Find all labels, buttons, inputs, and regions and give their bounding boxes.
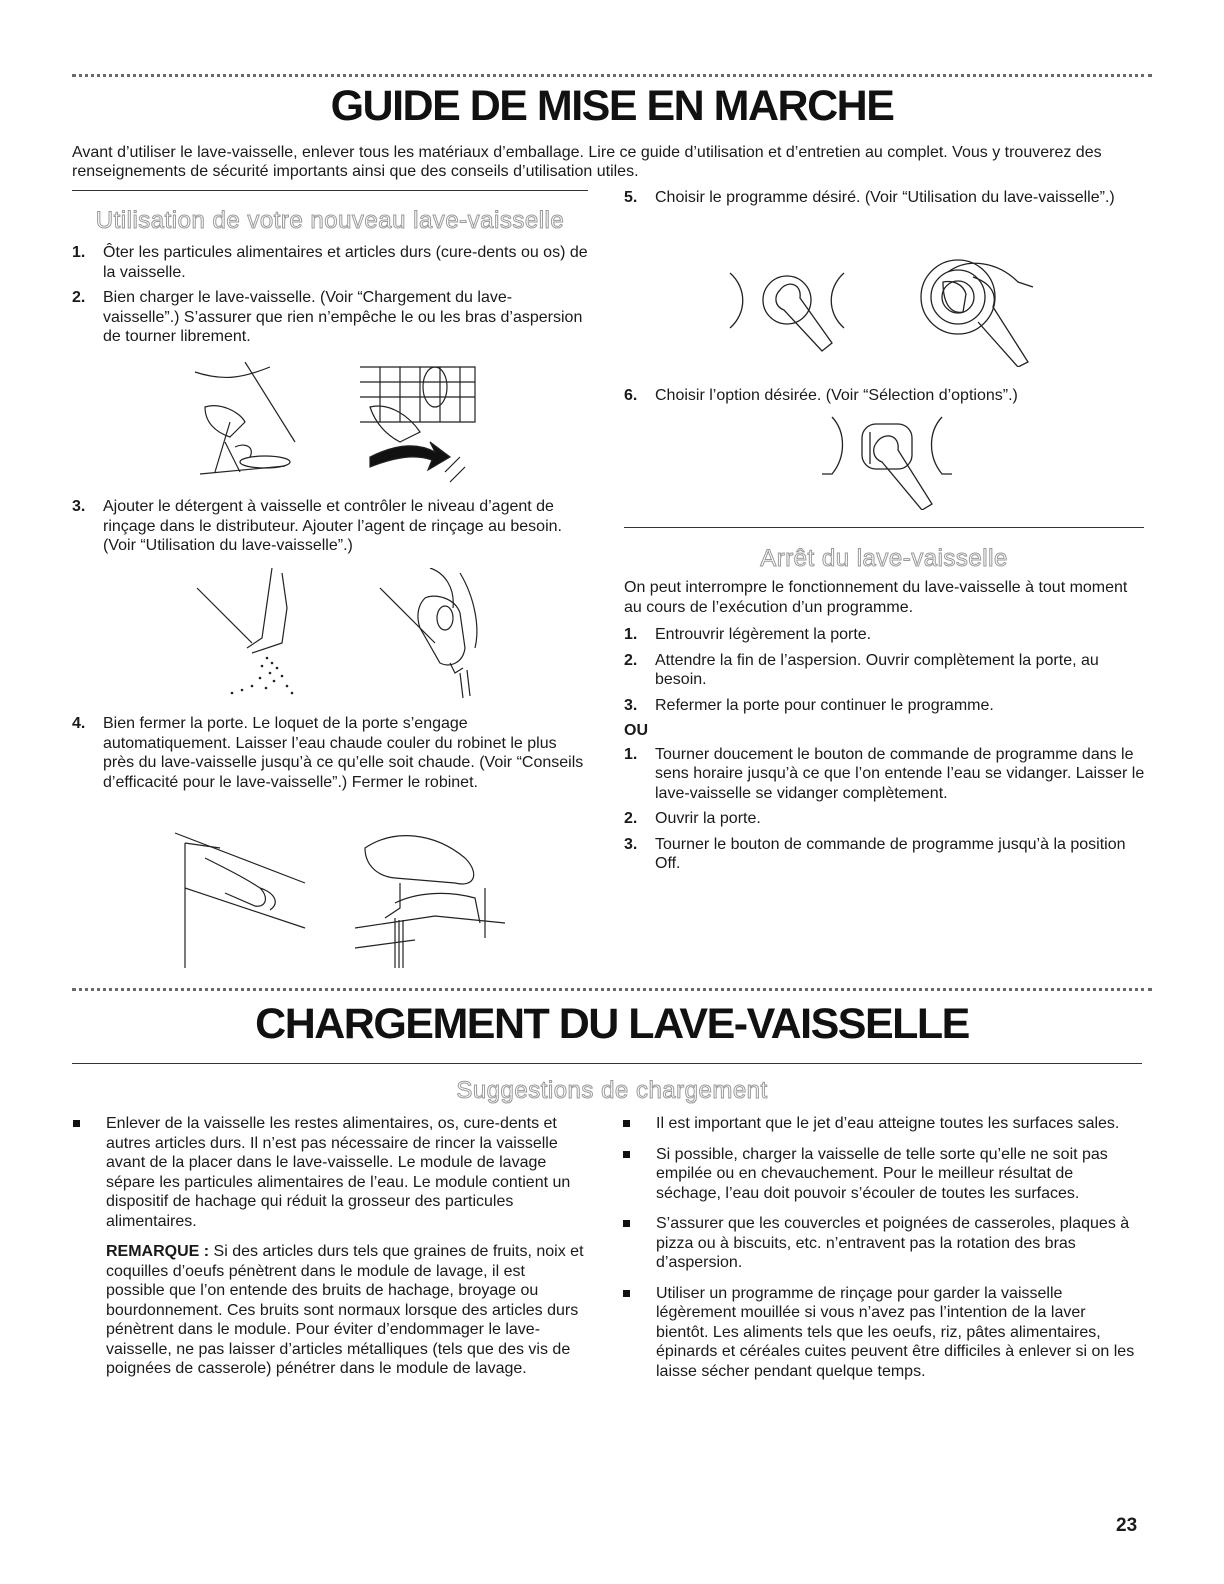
loading-note <box>106 1242 587 1379</box>
arret-step-b2 <box>624 809 1149 829</box>
step-4 <box>72 714 588 792</box>
loading-bullet <box>622 1284 1142 1382</box>
arret-content <box>624 578 1149 880</box>
loading-bullet <box>72 1114 587 1231</box>
step-text: Attendre la fin de l’aspersion. Ouvrir complètement la porte, au besoin. <box>655 651 1099 688</box>
top-dotted-rule <box>72 74 1152 77</box>
illustration-run-faucet <box>355 828 505 968</box>
section-heading-utilisation: Utilisation de votre nouveau lave-vaisselle <box>95 207 565 234</box>
loading-bullet <box>622 1114 1142 1134</box>
illustration-load-rack <box>350 362 480 487</box>
arret-step-b3 <box>624 835 1149 874</box>
bullet-text: Il est important que le jet d’eau atteigne toutes les surfaces sales. <box>656 1115 1120 1132</box>
step-number: 4. <box>72 715 86 732</box>
step-text: Entrouvrir légèrement la porte. <box>655 626 872 643</box>
bullet-text: S’assurer que les couvercles et poignées de casseroles, plaques à pizza ou à biscuits, etc. n’entravent pas la rotation des bras d’aspersion. <box>656 1215 1130 1271</box>
step-number: 2. <box>624 651 638 669</box>
illustration-close-door <box>165 828 310 968</box>
or-label: OU <box>624 722 648 739</box>
step-number: 1. <box>72 244 86 261</box>
step-number: 3. <box>624 696 638 714</box>
page-number: 23 <box>1116 1515 1138 1536</box>
bullet-text: Enlever de la vaisselle les restes alimentaires, os, cure-dents et autres articles durs. Il n’est pas nécessaire de rincer la vaisselle avant de la placer dans le lave-vaisselle. Le module de lavage sépare les particules alimentaires de l’eau. Le module contient un dispositif de hachage qui réduit la grosseur des particules alimentaires. <box>106 1115 571 1230</box>
step-2 <box>72 288 588 347</box>
right-step-6 <box>624 386 1124 412</box>
step-6 <box>624 386 1124 406</box>
loading-bullet <box>622 1145 1142 1204</box>
step-text: Choisir l’option désirée. (Voir “Sélection d’options”.) <box>655 387 1018 404</box>
step-text: Ajouter le détergent à vaisselle et contrôler le niveau d’agent de rinçage dans le distributeur. Ajouter l’agent de rinçage au besoin. (Voir “Utilisation du lave-vaisselle”.) <box>103 498 562 554</box>
bullet-text: Utiliser un programme de rinçage pour garder la vaisselle légèrement mouillée si vous n’avez pas l’intention de la laver bientôt. Les aliments tels que les oeufs, riz, pâtes alimentaires, épinards et céréales cuites peuvent être difficiles à enlever si on les laisse sécher pendant quelque temps. <box>656 1284 1135 1380</box>
step-text: Ouvrir la porte. <box>655 810 761 827</box>
step-number: 5. <box>624 189 638 206</box>
step-number: 1. <box>624 626 638 643</box>
bullet-square-icon <box>623 1290 630 1297</box>
note-text: Si des articles durs tels que graines de fruits, noix et coquilles d’oeufs pénètrent dans le module de lavage, il est possible que l’on entende des bruits de hachage, broyage ou bourdonnement. Ces bruits sont normaux lorsque des articles durs pénètrent dans le module. Pour éviter d’endommager le lave-vaisselle, ne pas laisser d’articles métalliques (tels que des vis de poignées de casserole) pénétrer dans le module de lavage. <box>106 1243 584 1377</box>
arret-step-b1 <box>624 745 1149 804</box>
arret-step-a1 <box>624 625 1149 645</box>
bullet-square-icon <box>623 1220 630 1227</box>
loading-left-column <box>72 1114 587 1379</box>
section-heading-suggestions: Suggestions de chargement <box>456 1077 768 1104</box>
step-text: Ôter les particules alimentaires et articles durs (cure-dents ou os) de la vaisselle. <box>103 244 588 281</box>
step-number: 6. <box>624 387 638 404</box>
step-number: 2. <box>72 289 86 306</box>
illustration-scrape-dishes <box>185 362 305 477</box>
bullet-square-icon <box>623 1120 630 1127</box>
bullet-square-icon <box>73 1120 80 1127</box>
step-5 <box>624 188 1124 208</box>
illustration-turn-knob <box>918 252 1043 367</box>
step-text: Bien charger le lave-vaisselle. (Voir “Chargement du lave-vaisselle”.) S’assurer que rien n’empêche le ou les bras d’aspersion de tourner librement. <box>103 289 583 345</box>
loading-right-column <box>622 1114 1142 1392</box>
arret-step-a3 <box>624 696 1149 716</box>
loading-bullet <box>622 1214 1142 1273</box>
step-text: Tourner le bouton de commande de programme jusqu’à la position Off. <box>655 835 1126 872</box>
intro-paragraph: Avant d’utiliser le lave-vaisselle, enlever tous les matériaux d’emballage. Lire ce guide d’utilisation et d’entretien au complet. Vous y trouverez des renseignements de sécurité importants ainsi que des conseils d’utilisation utiles. <box>72 144 1102 180</box>
step-3 <box>72 497 588 556</box>
illustration-rinse-agent <box>375 568 495 703</box>
left-step-4 <box>72 714 588 798</box>
illustration-press-option-button <box>812 412 962 510</box>
left-steps-1-2 <box>72 243 588 353</box>
right-section-rule <box>624 527 1144 528</box>
step-text: Bien fermer la porte. Le loquet de la porte s’engage automatiquement. Laisser l’eau chaude couler du robinet le plus près du lave-vaisselle jusqu’à ce qu’elle soit chaude. (Voir “Conseils d’efficacité pour le lave-vaisselle”.) Fermer le robinet. <box>103 715 584 791</box>
arret-step-a2 <box>624 651 1149 690</box>
arret-intro: On peut interrompre le fonctionnement du lave-vaisselle à tout moment au cours de l’exécution d’un programme. <box>624 579 1128 616</box>
step-text: Choisir le programme désiré. (Voir “Utilisation du lave-vaisselle”.) <box>655 189 1115 206</box>
bullet-square-icon <box>623 1151 630 1158</box>
step-number: 3. <box>624 835 638 853</box>
illustration-add-detergent <box>192 568 312 698</box>
step-number: 2. <box>624 810 638 827</box>
page-title: GUIDE DE MISE EN MARCHE <box>330 82 894 130</box>
middle-dotted-rule <box>72 988 1152 991</box>
step-number: 1. <box>624 745 638 763</box>
illustration-press-cycle-button <box>712 268 862 353</box>
step-number: 3. <box>72 498 86 515</box>
loading-rule <box>72 1063 1142 1064</box>
note-label: REMARQUE : <box>106 1243 210 1260</box>
left-section-rule <box>72 190 588 191</box>
bullet-text: Si possible, charger la vaisselle de telle sorte qu’elle ne soit pas empilée ou en chevauchement. Pour le meilleur résultat de séchage, l’eau doit pouvoir s’écouler de toutes les surfaces. <box>656 1145 1108 1202</box>
step-text: Tourner doucement le bouton de commande de programme dans le sens horaire jusqu’à ce que l’on entende l’eau se vidanger. Laisser le lave-vaisselle se vidanger complètement. <box>655 745 1145 802</box>
step-1 <box>72 243 588 282</box>
left-step-3 <box>72 497 588 562</box>
loading-title: CHARGEMENT DU LAVE-VAISSELLE <box>255 1000 969 1048</box>
section-heading-arret: Arrêt du lave-vaisselle <box>760 545 1008 572</box>
right-step-5 <box>624 188 1124 214</box>
step-text: Refermer la porte pour continuer le programme. <box>655 696 994 714</box>
